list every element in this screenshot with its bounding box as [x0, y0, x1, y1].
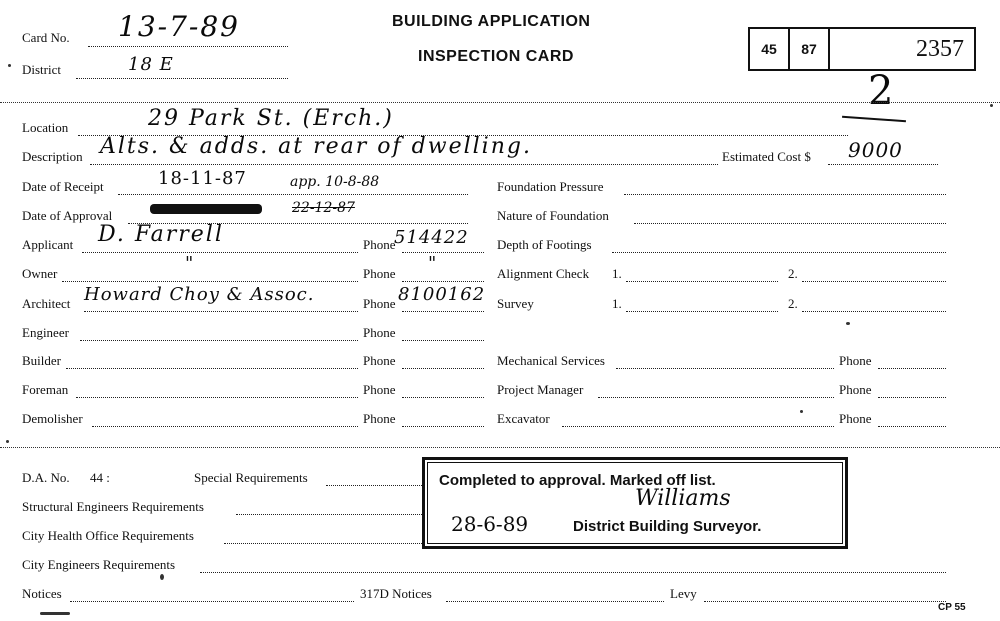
levy-label: Levy	[670, 586, 697, 601]
depth-of-footings-label: Depth of Footings	[497, 237, 592, 252]
date-of-approval-label: Date of Approval	[22, 208, 113, 223]
survey-label: Survey	[497, 296, 534, 311]
card-no-label: Card No.	[22, 30, 70, 45]
foreman-phone-line	[402, 397, 484, 398]
depth-of-footings-line	[612, 252, 946, 253]
engineer-phone-line	[402, 340, 484, 341]
foundation-pressure-label: Foundation Pressure	[497, 179, 604, 194]
date-of-receipt-label: Date of Receipt	[22, 179, 104, 194]
location-label: Location	[22, 120, 69, 135]
foreman-label: Foreman	[22, 382, 69, 397]
card-no-value: 13-7-89	[118, 10, 240, 43]
owner-value: "	[185, 253, 195, 274]
middle-separator	[0, 447, 1000, 448]
project-manager-line	[598, 397, 834, 398]
title-line2: INSPECTION CARD	[418, 48, 574, 65]
district-line	[76, 78, 288, 79]
317d-notices-line	[446, 601, 664, 602]
scan-speck	[990, 104, 993, 107]
applicant-value: D. Farrell	[98, 222, 224, 247]
excavator-label: Excavator	[497, 411, 550, 426]
scan-speck	[800, 410, 803, 413]
applicant-phone-label: Phone	[363, 237, 396, 252]
317d-notices-label: 317D Notices	[360, 586, 432, 601]
district-label: District	[22, 62, 61, 77]
description-line	[90, 164, 718, 165]
form-code: CP 55	[938, 602, 966, 613]
scan-speck	[160, 574, 164, 580]
engineer-label: Engineer	[22, 325, 69, 340]
da-no-value: 44 :	[90, 470, 110, 485]
excavator-phone-label: Phone	[839, 411, 872, 426]
stamp-line2: District Building Surveyor.	[573, 518, 762, 535]
architect-phone-label: Phone	[363, 296, 396, 311]
architect-line	[84, 311, 358, 312]
structural-line	[236, 514, 422, 515]
engineer-line	[80, 340, 358, 341]
location-value: 29 Park St. (Erch.)	[148, 106, 394, 131]
city-engineers-label: City Engineers Requirements	[22, 557, 176, 572]
alignment-2-label: 2.	[788, 266, 798, 281]
survey-2-label: 2.	[788, 296, 798, 311]
architect-value: Howard Choy & Assoc.	[84, 284, 315, 305]
hw-underline	[842, 116, 906, 122]
owner-label: Owner	[22, 266, 58, 281]
survey-2-line	[802, 311, 946, 312]
mechanical-services-label: Mechanical Services	[497, 353, 605, 368]
health-label: City Health Office Requirements	[22, 528, 194, 543]
nature-of-foundation-line	[634, 223, 946, 224]
applicant-label: Applicant	[22, 237, 74, 252]
foreman-line	[76, 397, 358, 398]
scribble-mark	[150, 204, 262, 214]
special-requirements-label: Special Requirements	[194, 470, 308, 485]
demolisher-line	[92, 426, 358, 427]
builder-label: Builder	[22, 353, 61, 368]
estimated-cost-line	[828, 164, 938, 165]
title-line1: BUILDING APPLICATION	[392, 13, 591, 30]
builder-line	[66, 368, 358, 369]
scan-speck	[40, 612, 70, 615]
owner-line	[62, 281, 358, 282]
levy-line	[704, 601, 946, 602]
survey-1-label: 1.	[612, 296, 622, 311]
mechanical-phone-label: Phone	[839, 353, 872, 368]
demolisher-phone-line	[402, 426, 484, 427]
nature-of-foundation-label: Nature of Foundation	[497, 208, 609, 223]
approval-stamp	[422, 457, 848, 549]
estimated-cost-label: Estimated Cost $	[722, 149, 811, 164]
applicant-line	[82, 252, 358, 253]
notices-line	[70, 601, 354, 602]
notices-label: Notices	[22, 586, 62, 601]
builder-phone-label: Phone	[363, 353, 396, 368]
date-of-approval-value: 22-12-87	[292, 200, 355, 216]
box-number-1: 45	[750, 29, 790, 69]
excavator-phone-line	[878, 426, 946, 427]
survey-1-line	[626, 311, 778, 312]
card-number-box	[748, 27, 976, 71]
project-manager-phone-label: Phone	[839, 382, 872, 397]
owner-phone-line	[402, 281, 484, 282]
city-engineers-line	[200, 572, 946, 573]
demolisher-label: Demolisher	[22, 411, 83, 426]
description-value: Alts. & adds. at rear of dwelling.	[100, 134, 532, 159]
architect-phone-line	[402, 311, 484, 312]
foreman-phone-label: Phone	[363, 382, 396, 397]
mechanical-services-line	[616, 368, 834, 369]
applicant-phone-line	[402, 252, 484, 253]
handwritten-number: 2	[868, 68, 894, 114]
project-manager-phone-line	[878, 397, 946, 398]
alignment-1-line	[626, 281, 778, 282]
da-no-label: D.A. No.	[22, 470, 70, 485]
owner-phone-value: "	[428, 253, 438, 274]
date-of-receipt-line	[118, 194, 468, 195]
scan-speck	[846, 322, 850, 325]
owner-phone-label: Phone	[363, 266, 396, 281]
alignment-check-label: Alignment Check	[497, 266, 590, 281]
engineer-phone-label: Phone	[363, 325, 396, 340]
applicant-phone-value: 514422	[394, 227, 469, 248]
alignment-1-label: 1.	[612, 266, 622, 281]
special-requirements-line	[326, 485, 422, 486]
scan-speck	[8, 64, 11, 67]
district-value: 18 E	[128, 54, 174, 75]
box-number-3: 2357	[916, 35, 964, 62]
date-of-receipt-app: app. 10-8-88	[290, 174, 380, 190]
box-number-2: 87	[790, 29, 830, 69]
header-separator	[0, 102, 1000, 103]
structural-label: Structural Engineers Requirements	[22, 499, 204, 514]
stamp-signature: Williams	[635, 486, 731, 511]
stamp-date: 28-6-89	[451, 512, 529, 536]
date-of-receipt-value: 18-11-87	[158, 168, 247, 189]
estimated-cost-value: 9000	[848, 138, 903, 162]
alignment-2-line	[802, 281, 946, 282]
demolisher-phone-label: Phone	[363, 411, 396, 426]
scan-speck	[6, 440, 9, 443]
project-manager-label: Project Manager	[497, 382, 584, 397]
architect-phone-value: 8100162	[398, 284, 486, 305]
architect-label: Architect	[22, 296, 71, 311]
builder-phone-line	[402, 368, 484, 369]
stamp-line1: Completed to approval. Marked off list.	[439, 472, 716, 489]
card-no-line	[88, 46, 288, 47]
description-label: Description	[22, 149, 83, 164]
foundation-pressure-line	[624, 194, 946, 195]
excavator-line	[562, 426, 834, 427]
mechanical-phone-line	[878, 368, 946, 369]
health-line	[224, 543, 422, 544]
